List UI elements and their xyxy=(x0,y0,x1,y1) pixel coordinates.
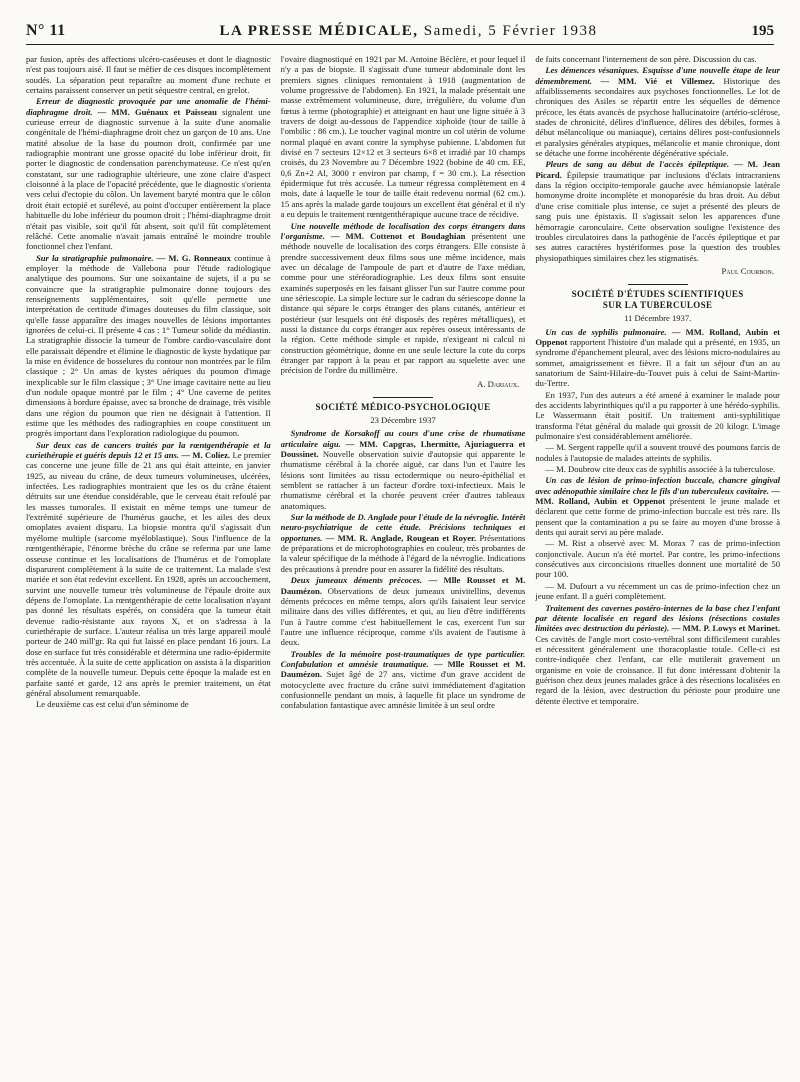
article-authors: — M. Coliez. xyxy=(181,450,231,461)
article-text: Épilepsie traumatique par inclusions d'éclats intracraniens dans la région occipito-temporale gauche avec hémianopsie latérale homonyme droite incomplète et monoparésie du bras droit. Au début d'une crise comitiale plus intense, ce sujet a présenté des pleurs de sang puis une épistaxis. Il s'agissait selon les apparences d'une hémorragie caronculaire. Cette observation souligne l'existence des troubles circulatoires dans la pathogénie de l'accès épileptique et par ses autres caractères hystériformes pose la question des troubles physiopathiques similaires chez les stigmatisés. xyxy=(535,169,781,263)
column-1 xyxy=(26,54,271,1074)
section-rule xyxy=(628,284,688,285)
article-authors: — MM. Rolland, Aubin et Oppenot xyxy=(535,326,781,347)
paragraph: En 1937, l'un des auteurs a été amené à examiner le malade pour des accidents labyrinthiques qu'il a pu rapporter à une hérédo-syphilis. Le Wassermann était positif. Un traitement anti-syphilitique transforma l'état général du malade qui grossit de 20 kilogr. L'image pulmonaire s'est considérablement améliorée. xyxy=(535,389,781,441)
article-title: Sur la stratigraphie pulmonaire. xyxy=(36,252,154,263)
article-text: Le premier cas concerne une jeune fille de 21 ans qui était atteinte, en janvier 1925, au niveau du crâne, de deux tumeurs volumineuses, ulcérées, infectées. Les radiographies montraient que les os du crâne étaient détruits sur une étendue considérable, que le cerveau était refoulé par les masses tumorales. Il existait en même temps une tumeur de l'extrémité supérieure de l'humérus gauche, et les ailes des deux omoplates avaient disparu. La biopsie montra qu'il s'agissait d'un myélome multiple (sarcome myéloblastique). Sous l'influence de la rœntgenthérapie, l'énorme brèche du crâne se referma par une lame osseuse continue et les localisations de l'humérus et de l'omoplate disparurent complètement à la suite de ce traitement. La malade s'est mariée et son état redevint excellent. En 1928, après un accouchement, survint une nouvelle tumeur très volumineuse de l'épaule droite aux dépens de l'omoplate. La rœntgenthérapie de cette localisation n'ayant pas donné les résultats espérés, on considéra que la tumeur était devenue radio-résistante aux rayons X, et on s'adressa à la curiethérapie de surface. L'auteur réalisa un très large appareil moulé porteur de 240 mill'gr. Ra qui fut laissé en place pendant 16 jours. La dose en surface fut très considérable et détermina une radio-épidermite très accentuée. À la suite de cette application on assista à la disparition complète de la nouvelle tumeur. Depuis cette époque la malade est en parfaite santé et garde, 12 ans après le premier traitement, un état général absolument remarquable. xyxy=(26,450,271,698)
column-3 xyxy=(535,54,780,1074)
column-2 xyxy=(281,54,526,1074)
paragraph: de faits concernant l'internement de son père. Discussion du cas. xyxy=(535,54,757,64)
article-text: présentent une méthode nouvelle de localisation des corps étrangers. Elle consiste à prendre successivement deux films sous une même incidence, mais avec un décalage de l'ampoule de part et d'autre de l'axe médian, comme pour une stéréoradiographie. Les deux films sont ensuite examinés superposés en les faisant glisser l'un sur l'autre comme pour une sériescopie. La simple lecture sur le cadran du sériescope donne la distance qui sépare le corps étranger des plans cutanés, antérieur et postérieur (sur lesquels ont été disposés des repères métalliques), et aussi la distance du corps étranger aux repères osseux intéressants de la région. Cette méthode simple et rapide, n'exigeant ni calcul ni construction géométrique, donne en une seule lecture la cote du corps étranger par rapport à la peau et par rapport au squelette avec une précision de l'ordre du millimètre. xyxy=(280,230,526,376)
article-text: présentent le jeune malade et déclarent que cette forme de primo-infection buccale est très rare. Ils pensent que la contamination a pu se faire au moyen d'une brosse à dents qui aurait servi au père malade. xyxy=(535,496,781,538)
article-authors: — Mlle Rousset et M. Daumézon. xyxy=(280,658,526,680)
article-title: Sur deux cas de cancers traités par la rœntgenthérapie et la curiethérapie et guéris depuis 12 et 15 ans. xyxy=(26,439,271,461)
article-title: Syndrome de Korsakoff au cours d'une crise de rhumatisme articulaire aigu. xyxy=(280,428,526,449)
article-lowys xyxy=(535,603,780,706)
article-rousset-1 xyxy=(281,575,526,647)
article-anglade xyxy=(281,512,526,574)
journal-title-line xyxy=(220,23,598,40)
article-title: Un cas de syphilis pulmonaire. xyxy=(545,326,667,337)
section-heading xyxy=(281,397,526,413)
article-text: Sujet âgé de 27 ans, victime d'un grave accident de motocyclette avec fracture du crâne suivi immédiatement d'agitation confusionnelle pendant un mois, à laquelle fit place un syndrome de confabulation fantastique avec amnésie limitée à un seul ordre xyxy=(280,669,526,711)
article-text: rapportent l'histoire d'un malade qui a présenté, en 1935, un syndrome d'épanchement pleural, avec des lésions micro-nodulaires au sommet, amaigrissement et fièvre. Il a fait un séjour d'un an au sanatorium de Saint-Hilaire-du-Touvet puis à celui de Saint-Martin-du-Tertre. xyxy=(535,336,781,389)
article-text: Observations de deux jumeaux univitellins, devenus déments précoces en même temps, alors qu'ils faisaient leur service militaire dans des villes différentes, et qui, au lieu d'être indifférents l'un à l'autre comme c'est habituellement le cas, exercent l'un sur l'autre une influence réciproque, comme s'ils avaient de l'autisme à deux. xyxy=(280,585,526,648)
article-text: Nouvelle observation suivie d'autopsie qui apparente le rhumatisme cérébral à la chorée aiguë, car dans l'un et l'autre les lésions sont limitées au tissu ectodermique ou neuro-épithélial et semblent se rattacher à un facteur d'ordre toxi-infectieux. Mais le rhumatisme cérébral et la chorée peuvent créer d'autres tableaux anatomiques. xyxy=(280,449,526,511)
article-rousset-2 xyxy=(281,649,526,711)
article-text: Ces cavités de l'angle mort costo-vertébral sont difficilement curables et nécessitent généralement une thoracoplastie totale. Celle-ci est contre-indiquée chez l'enfant, car elle mutilerait gravement un organisme en voie de croissance. Il fut donc intéressant d'obtenir la guérison chez deux jeunes malades grâce à des résections localisées en regard de la lésion, avec destruction du périoste pour produire une détente élective et temporaire. xyxy=(535,633,781,706)
article-text: Historique des affaiblissements secondaires aux psychoses fonctionnelles. Le lot de chroniques des Asiles se répartit entre les séquelles de démence précoce, les états avancés de psychose hallucinatoire (artério-sclérose, stades de chronicité, délires d'influence, délires des débiles, formes à début mélancolique ou maniaque), certains délires post-confusionnels et paralysies générales atypiques, mélancolie et manie chronique, dont se détache une forme incohérente dégénérative spéciale. xyxy=(535,75,781,159)
article-title: Un cas de lésion de primo-infection buccale, chancre gingival avec adénopathie similaire chez le fils d'un tuberculeux cavitaire. xyxy=(535,475,781,496)
section-date: 23 Décembre 1937 xyxy=(370,415,436,425)
paragraph: — M. Sergent rappelle qu'il a souvent trouvé des poumons farcis de nodules à l'autopsie de malades atteints de syphilis. xyxy=(535,442,781,463)
article-authors: — MM. Vié et Villemez. xyxy=(600,75,715,86)
journal-name: LA PRESSE MÉDICALE, xyxy=(219,22,419,39)
article-title: Traitement des cavernes postéro-internes de la base chez l'enfant par détente localisée en regard des lésions (résections costales limitées avec destruction du périoste). xyxy=(535,602,781,634)
article-title: Pleurs de sang au début de l'accès épileptique. xyxy=(545,159,730,170)
paragraph: — M. Dufourt a vu récemment un cas de primo-infection chez un jeune enfant. Il a guéri complètement. xyxy=(535,580,781,602)
issue-date: Samedi, 5 Février 1938 xyxy=(423,22,598,39)
article-authors: — M. G. Ronneaux xyxy=(156,252,231,263)
article-coliez xyxy=(26,440,271,699)
article-authors: — MM. Rolland, Aubin et Oppenot xyxy=(535,485,781,507)
article-title: Troubles de la mémoire post-traumatiques de type particulier. Confabulation et amnésie traumatique. xyxy=(280,648,526,669)
paragraph: l'ovaire diagnostiqué en 1921 par M. Antoine Béclère, et pour lequel il n'y a pas de biopsie. Il s'agissait d'une tumeur abdominale dont les premiers signes cliniques remontaient à 1918 (augmentation de volume progressive de l'abdomen). En 1921, la malade présentait une masse extrêmement volumineuse, dure, irrégulière, du volume d'un fœtus à terme (photographie) et atteignant en haut une ligne située à 3 travers de doigt au-dessous de l'appendice xiphoïde (tour de taille à l'ombilic : 86 cm.). Le toucher vaginal montre un col utérin de volume normal plaqué en avant contre la symphyse pubienne. L'abdomen fut divisé en 7 secteurs 12×12 et 3 secteurs 6×8 et irradié par 10 champs croisés, du 23 Novembre au 7 Décembre 1922 (bobine de 40 cm. EE, 0,6 Zn+2 Al, 3000 r environ par champ, f = 30 cm.). La résection épidermique fut très accusée. La tumeur régressa complètement en 4 mois, date à laquelle le tour de taille était redevenu normal (62 cm.). 15 ans après la malade garde toujours un excellent état général et il n'y a eu depuis le traitement rœntgenthérapique aucune trace de récidive. xyxy=(280,54,526,220)
article-text: Présentations de préparations et de microphotographies en couleur, très probantes de la valeur spécifique de la méthode à l'égard de la névroglie. Indications des précautions à prendre pour en assurer la fidélité des résultats. xyxy=(280,532,526,574)
article-ronneaux xyxy=(26,253,271,439)
signature: A. Dariaux. xyxy=(477,378,520,389)
article-authors: — MM. Cottenot et Boudaghian xyxy=(330,230,466,241)
article-authors: — M. Jean Picard. xyxy=(535,159,781,180)
article-cottenot xyxy=(281,221,526,376)
paragraph: — M. Rist a observé avec M. Morax 7 cas de primo-infection conjonctivale. Aucun n'a été mortel. Par contre, les primo-infections consécutives aux circoncisions rituelles donnent une mortalité de 50 pour 100. xyxy=(535,538,781,580)
article-picard xyxy=(535,159,780,262)
issue-number: N° 11 xyxy=(26,22,66,39)
section-date: 11 Décembre 1937. xyxy=(624,313,692,324)
article-rolland-2 xyxy=(535,475,780,537)
article-rolland-1 xyxy=(535,327,780,389)
article-text: signalent une curieuse erreur de diagnostic survenue à la suite d'une anomalie congénitale de l'hémi-diaphragme droit chez un garçon de 10 ans. Une matité absolue de la base du poumon droit, confirmée par une radiographie montrant une grosse opacité du lobe inférieur droit, fit porter le diagnostic de condensation parenchymateuse. Ce n'est qu'en constatant, sur une radiographie ultérieure, une zone claire d'aspect cloisonné à la place de l'opacité précédente, que le diagnostic s'orienta vers celui d'ectopie du côlon. Un lavement baryté montra que le côlon droit était ectopié et surélevé, au point d'occuper entièrement la place habituelle du lobe inférieur du poumon droit ; l'hémi-diaphragme droit n'était pas visible, soit qu'il fût absent, soit qu'il fût complètement relâché. Cette anomalie n'avait jamais entraîné le moindre trouble fonctionnel chez l'enfant. xyxy=(26,106,271,252)
section-title: SOCIÉTÉ MÉDICO-PSYCHOLOGIQUE xyxy=(315,402,491,412)
article-authors: — MM. Guénaux et Paisseau xyxy=(97,106,217,117)
section-title-line-2: SUR LA TUBERCULOSE xyxy=(602,300,713,311)
section-rule xyxy=(373,397,433,398)
article-columns xyxy=(26,54,780,1074)
paragraph: par fusion, après des affections ulcéro-caséeuses et dont le diagnostic n'est pas toujours aisé. Il faut se méfier de ces disques incomplètement soudés. La séparation peut reparaître au moment d'une rechute et certains paraissent conserver un petit séquestre central, en grelot. xyxy=(26,54,271,96)
article-guenaux xyxy=(26,96,271,251)
article-title: Les démences vésaniques. Esquisse d'une nouvelle étape de leur démembrement. xyxy=(535,65,781,86)
article-capgras xyxy=(281,428,526,511)
section-heading xyxy=(535,284,780,311)
paragraph: — M. Doubrow cite deux cas de syphilis associée à la tuberculose. xyxy=(545,464,776,475)
signature: Paul Courbon. xyxy=(721,265,775,276)
section-title-line-1: SOCIÉTÉ D'ÉTUDES SCIENTIFIQUES xyxy=(571,289,744,300)
article-text: continue à employer la méthode de Vallebona pour l'étude radiologique analytique des poumons. Sur une soixantaine de sujets, il a pu se convaincre que la stratigraphie pulmonaire donne toujours des renseignements supplémentaires, soit qu'elle permette une interprétation de certitude d'images douteuses du film classique, soit qu'elle fasse apparaître des images nouvelles de lésions importantes ignorées de celui-ci. Il présente 4 cas : 1° Tumeur solide du médiastin. La stratigraphie dissocie la tumeur de l'ombre cardio-vasculaire dont elle paraissait dépendre et élimine le diagnostic de kyste hydatique par la mise en évidence de bosselures du contour non montrées par le film classique ; 2° Un amas de kystes aériques du poumon d'image inexplicable sur le film classique ; 3° Une image cavitaire nette au lieu d'un nodule opaque montré par le film ; 4° Une caverne de petites dimensions à bordure épaisse, avec sa bronche de drainage, très visible dans une région du poumon que rien ne désignait à l'attention. Il estime que les méthodes des radiographies en coupe constituent un progrès important dans l'exploration radiologique du poumon. xyxy=(26,252,271,439)
page-number: 195 xyxy=(751,22,774,39)
page-header xyxy=(26,18,774,45)
article-authors: — MM. P. Lowys et Marinet. xyxy=(671,623,781,634)
article-title: Une nouvelle méthode de localisation des corps étrangers dans l'organisme. xyxy=(280,220,526,241)
article-title: Erreur de diagnostic provoquée par une anomalie de l'hémi-diaphragme droit. xyxy=(26,96,271,117)
paragraph: Le deuxième cas est celui d'un séminome de xyxy=(36,699,189,710)
article-title: Sur la méthode de D. Anglade pour l'étude de la névroglie. Intérêt neuro-psychiatrique de cette étude. Précisions techniques et opportunes. xyxy=(280,512,526,543)
article-vie xyxy=(535,65,780,158)
article-authors: — Mlle Rousset et M. Daumézon. xyxy=(280,575,526,596)
article-title: Deux jumeaux déments précoces. xyxy=(290,575,423,586)
article-authors: — MM. Capgras, Lhermitte, Ajuriaguerra et Doussinet. xyxy=(280,438,526,460)
article-authors: — MM. R. Anglade, Rougean et Royer. xyxy=(325,532,477,543)
